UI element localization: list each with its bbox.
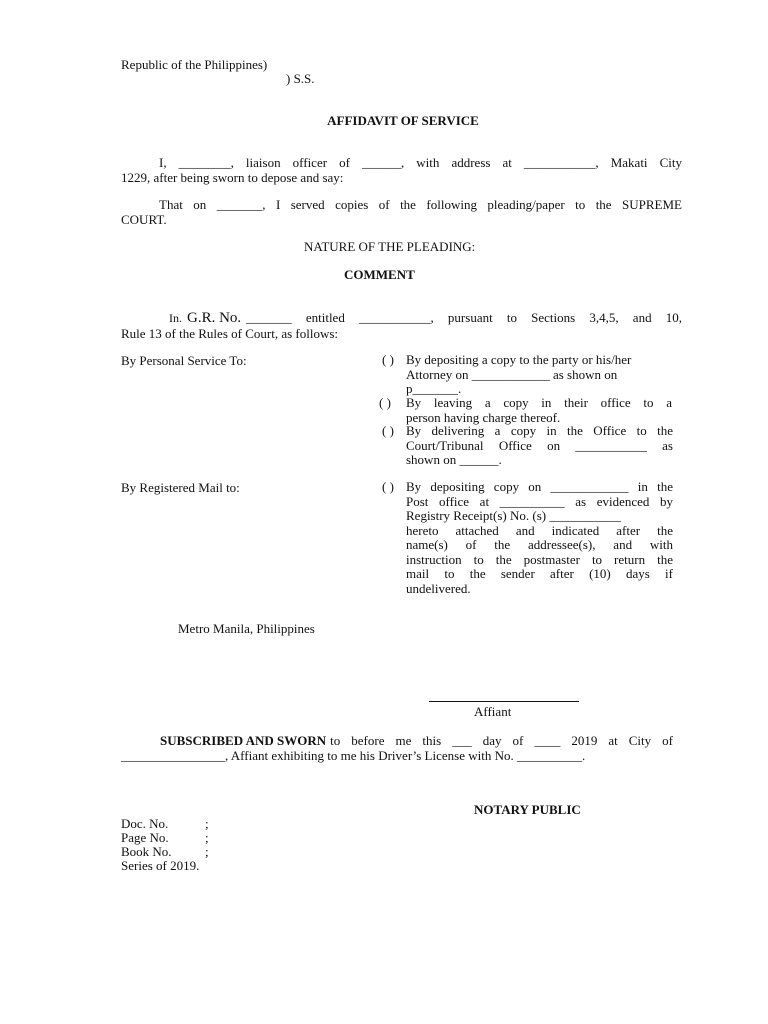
case-in: In.: [169, 311, 182, 325]
header-republic: Republic of the Philippines): [121, 57, 268, 72]
option-line: name(s) of the addressee(s), and with: [406, 537, 673, 552]
affiant-signature-line: [429, 701, 579, 702]
nature-heading: NATURE OF THE PLEADING:: [304, 239, 476, 254]
case-line-2: Rule 13 of the Rules of Court, as follows:: [121, 326, 339, 341]
registry-sep: ;: [205, 830, 209, 845]
jurat-line-2: ________________, Affiant exhibiting to me his Driver’s License with No. __________.: [121, 748, 586, 763]
registry-sep: ;: [205, 816, 209, 831]
personal-option-3: [382, 424, 677, 468]
registry-label: Doc. No.: [121, 816, 169, 831]
header-ss: ) S.S.: [286, 71, 315, 86]
case-gr-no: G.R. No.: [187, 310, 242, 326]
registered-mail-option: [382, 480, 677, 598]
option-line: By leaving a copy in their office to a: [406, 395, 672, 410]
option-line: instruction to the postmaster to return the: [406, 551, 673, 567]
affiant-label: Affiant: [474, 704, 512, 719]
personal-option-2: [379, 396, 677, 426]
served-line-1: That on _______, I served copies of the following pleading/paper to the SUPREME: [159, 197, 682, 212]
registry-label: Page No.: [121, 830, 169, 845]
pleading-type: COMMENT: [344, 267, 415, 282]
jurat-bold: SUBSCRIBED AND SWORN: [160, 733, 327, 748]
option-line: Attorney on ____________ as shown on: [406, 366, 618, 382]
option-line: shown on ______.: [406, 452, 502, 467]
option-line: By depositing a copy to the party or his/her: [406, 352, 632, 367]
notary-public: NOTARY PUBLIC: [474, 802, 581, 817]
registered-mail-label: By Registered Mail to:: [121, 480, 240, 495]
case-rest: _______ entitled ___________, pursuant to Sections 3,4,5, and 10,: [246, 310, 682, 325]
checkbox-mark: ( ): [382, 479, 394, 494]
served-line-2: COURT.: [121, 212, 167, 227]
personal-service-label: By Personal Service To:: [121, 353, 247, 368]
checkbox-mark: ( ): [379, 395, 391, 410]
document-title: AFFIDAVIT OF SERVICE: [327, 113, 479, 128]
jurat-line-1: [160, 733, 673, 748]
intro-line-2: 1229, after being sworn to depose and say:: [121, 170, 344, 185]
option-line: undelivered.: [406, 580, 471, 596]
option-line: Registry Receipt(s) No. (s) ___________: [406, 508, 621, 523]
option-line: person having charge thereof.: [406, 409, 561, 425]
option-line: By delivering a copy in the Office to the: [406, 423, 673, 438]
place: Metro Manila, Philippines: [178, 621, 315, 636]
option-line: By depositing copy on ____________ in the: [406, 479, 673, 494]
option-line: mail to the sender after (10) days if: [406, 566, 673, 581]
registry-page: [121, 830, 209, 845]
option-line: hereto attached and indicated after the: [406, 522, 673, 538]
registry-label: Book No.: [121, 844, 172, 859]
checkbox-mark: ( ): [382, 352, 394, 367]
registry-book: [121, 844, 209, 859]
checkbox-mark: ( ): [382, 423, 394, 438]
case-line-1: [169, 310, 682, 326]
personal-option-1: [382, 353, 677, 397]
option-line: Court/Tribunal Office on ___________ as: [406, 437, 673, 453]
option-line: Post office at __________ as evidenced by: [406, 493, 673, 509]
registry-series: [121, 858, 199, 873]
intro-line-1: I, ________, liaison officer of ______, with address at ___________, Makati City: [159, 155, 682, 170]
registry-doc: [121, 816, 209, 831]
jurat-rest: to before me this ___ day of ____ 2019 at City of: [330, 733, 673, 748]
registry-label: Series of 2019.: [121, 858, 200, 873]
option-line: p_______.: [406, 381, 462, 396]
registry-sep: ;: [205, 844, 209, 859]
